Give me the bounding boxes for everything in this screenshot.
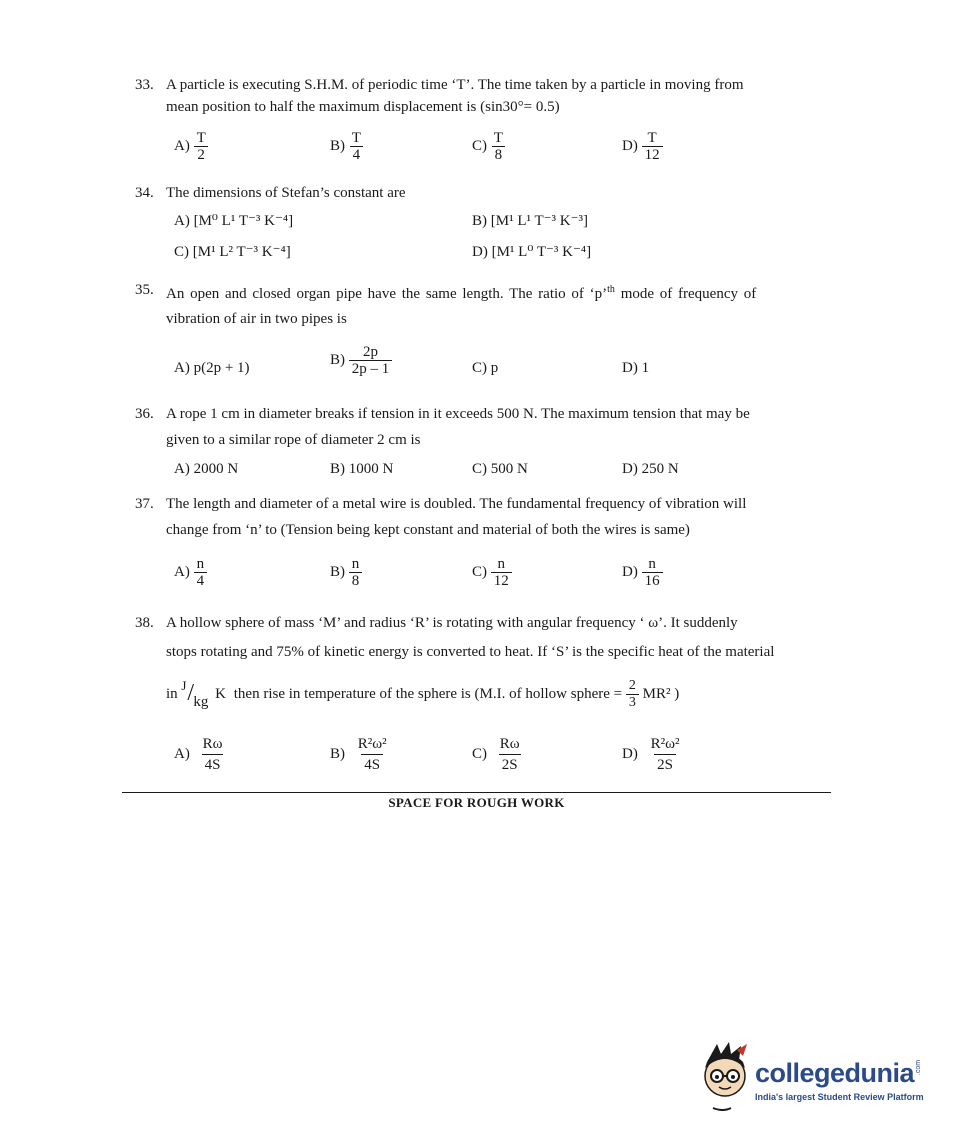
logo-tagline: India's largest Student Review Platform: [755, 1092, 924, 1102]
fraction: [349, 344, 393, 377]
option-label: B): [330, 352, 345, 368]
option-c: [472, 360, 498, 377]
option-label: A): [174, 746, 190, 762]
denominator: 4S: [202, 754, 224, 775]
question-text: A hollow sphere of mass ‘M’ and radius ‘R’ is rotating with angular frequency ‘ ω’. It suddenly: [166, 615, 738, 631]
numerator: Rω: [202, 736, 223, 752]
option-label: C): [472, 746, 487, 762]
option-label: C): [472, 461, 487, 477]
question-text-line2: stops rotating and 75% of kinetic energy is converted to heat. If ‘S’ is the specific heat of the material: [166, 644, 775, 660]
fraction: [642, 130, 663, 163]
option-d: [472, 242, 591, 261]
text-part: An open and closed organ pipe have the same length. The ratio of ‘p’: [166, 286, 608, 302]
option-b: [330, 130, 364, 163]
option-d: [622, 461, 679, 478]
numerator: n: [497, 556, 505, 572]
option-label: B): [330, 138, 345, 154]
text-part: K: [215, 686, 227, 702]
question-text: The length and diameter of a metal wire is doubled. The fundamental frequency of vibration will: [166, 496, 747, 512]
option-label: C): [472, 360, 487, 376]
option-text: 1000 N: [348, 461, 394, 477]
option-a: [174, 556, 207, 589]
option-c: [174, 242, 291, 261]
option-b: [330, 556, 362, 589]
question-text-line2: mean position to half the maximum displacement is (sin30°= 0.5): [166, 99, 560, 115]
denominator: 2p – 1: [349, 360, 393, 377]
text-part: MR² ): [642, 686, 680, 702]
fraction: [642, 556, 663, 589]
question-text: A rope 1 cm in diameter breaks if tension in it exceeds 500 N. The maximum tension that may be: [166, 406, 750, 422]
denominator: 2S: [654, 754, 676, 775]
numerator: J: [181, 677, 187, 693]
question-text-line2: given to a similar rope of diameter 2 cm is: [166, 432, 421, 448]
question-number: 37.: [135, 496, 154, 512]
question-text-line2: vibration of air in two pipes is: [166, 311, 347, 327]
fraction: [626, 678, 639, 711]
denominator: 12: [642, 146, 663, 163]
option-label: D): [472, 244, 488, 260]
fraction: [200, 734, 226, 775]
option-label: D): [622, 461, 638, 477]
option-text: 500 N: [490, 461, 528, 477]
option-text: [M⁰ L¹ T⁻³ K⁻⁴]: [193, 213, 294, 229]
option-label: A): [174, 564, 190, 580]
fraction: [349, 130, 364, 163]
option-label: C): [174, 244, 189, 260]
text-part: mode of frequency of: [614, 286, 757, 302]
option-text: [M¹ L¹ T⁻³ K⁻³]: [490, 213, 589, 229]
fraction: [491, 556, 512, 589]
question-text: A particle is executing S.H.M. of periodic time ‘T’. The time taken by a particle in moving from: [166, 77, 744, 93]
fraction: [349, 556, 363, 589]
text-part: in: [166, 686, 178, 702]
option-label: C): [472, 564, 487, 580]
logo-wordmark: collegedunia: [755, 1058, 915, 1088]
denominator: 2S: [499, 754, 521, 775]
numerator: R²ω²: [357, 736, 387, 752]
option-b: [330, 344, 392, 377]
option-label: D): [622, 360, 638, 376]
option-label: A): [174, 213, 190, 229]
question-text-line3: [166, 678, 679, 711]
denominator: 4: [194, 572, 208, 589]
collegedunia-logo: [697, 1040, 927, 1120]
superscript: th: [607, 284, 615, 295]
option-b: [330, 734, 390, 775]
question-number: 33.: [135, 77, 154, 93]
numerator: Rω: [499, 736, 520, 752]
question-number: 35.: [135, 282, 154, 298]
option-d: [622, 130, 663, 163]
question-number: 34.: [135, 185, 154, 201]
denominator: 16: [642, 572, 663, 589]
option-label: B): [330, 461, 345, 477]
numerator: T: [647, 130, 657, 146]
option-label: B): [330, 564, 345, 580]
numerator: 2p: [363, 344, 378, 360]
question-text: [166, 279, 831, 305]
option-text: [M¹ L⁰ T⁻³ K⁻⁴]: [491, 244, 592, 260]
denominator: 8: [349, 572, 363, 589]
text-part: then rise in temperature of the sphere is (M.I. of hollow sphere =: [233, 686, 623, 702]
option-label: D): [622, 746, 638, 762]
option-text: 2000 N: [193, 461, 239, 477]
numerator: n: [648, 556, 656, 572]
option-label: D): [622, 138, 638, 154]
option-label: C): [472, 138, 487, 154]
option-d: [622, 360, 649, 377]
option-label: D): [622, 564, 638, 580]
numerator: 2: [628, 678, 636, 693]
option-text: 250 N: [641, 461, 679, 477]
option-d: [622, 556, 663, 589]
option-c: [472, 130, 506, 163]
option-text: 1: [641, 360, 650, 376]
option-a: [174, 461, 238, 478]
divider: [122, 792, 831, 793]
option-c: [472, 734, 523, 775]
option-a: [174, 211, 293, 230]
option-text: p(2p + 1): [193, 360, 250, 376]
option-label: B): [330, 746, 345, 762]
option-b: [472, 211, 588, 230]
denominator: 8: [492, 146, 506, 163]
option-text: p: [490, 360, 499, 376]
option-c: [472, 556, 512, 589]
fraction: [491, 130, 506, 163]
fraction: [194, 556, 208, 589]
fraction: [497, 734, 523, 775]
numerator: T: [351, 130, 361, 146]
logo-suffix: .com: [915, 1059, 923, 1076]
numerator: T: [196, 130, 206, 146]
numerator: R²ω²: [650, 736, 680, 752]
option-a: [174, 360, 250, 377]
option-a: [174, 734, 225, 775]
denominator: 4: [350, 146, 364, 163]
option-label: A): [174, 138, 190, 154]
numerator: T: [493, 130, 503, 146]
denominator: 2: [194, 146, 208, 163]
option-d: [622, 734, 682, 775]
numerator: n: [351, 556, 360, 572]
option-label: A): [174, 461, 190, 477]
question-number: 36.: [135, 406, 154, 422]
fraction: [355, 734, 390, 775]
option-a: [174, 130, 209, 163]
denominator: 12: [491, 572, 512, 589]
question-number: 38.: [135, 615, 154, 631]
option-label: B): [472, 213, 487, 229]
rough-work-label: SPACE FOR ROUGH WORK: [388, 795, 565, 810]
denominator: 4S: [361, 754, 383, 775]
denominator: kg: [193, 693, 209, 710]
numerator: n: [196, 556, 205, 572]
slash: /: [187, 679, 195, 706]
option-text: [M¹ L² T⁻³ K⁻⁴]: [192, 244, 291, 260]
option-b: [330, 461, 393, 478]
fraction: [194, 130, 209, 163]
option-label: A): [174, 360, 190, 376]
mascot-icon: [697, 1040, 753, 1116]
option-c: [472, 461, 528, 478]
denominator: 3: [626, 694, 639, 711]
question-text: The dimensions of Stefan’s constant are: [166, 185, 406, 201]
question-text-line2: change from ‘n’ to (Tension being kept constant and material of both the wires is same): [166, 522, 690, 538]
fraction: [648, 734, 683, 775]
unit-fraction: [181, 677, 211, 710]
